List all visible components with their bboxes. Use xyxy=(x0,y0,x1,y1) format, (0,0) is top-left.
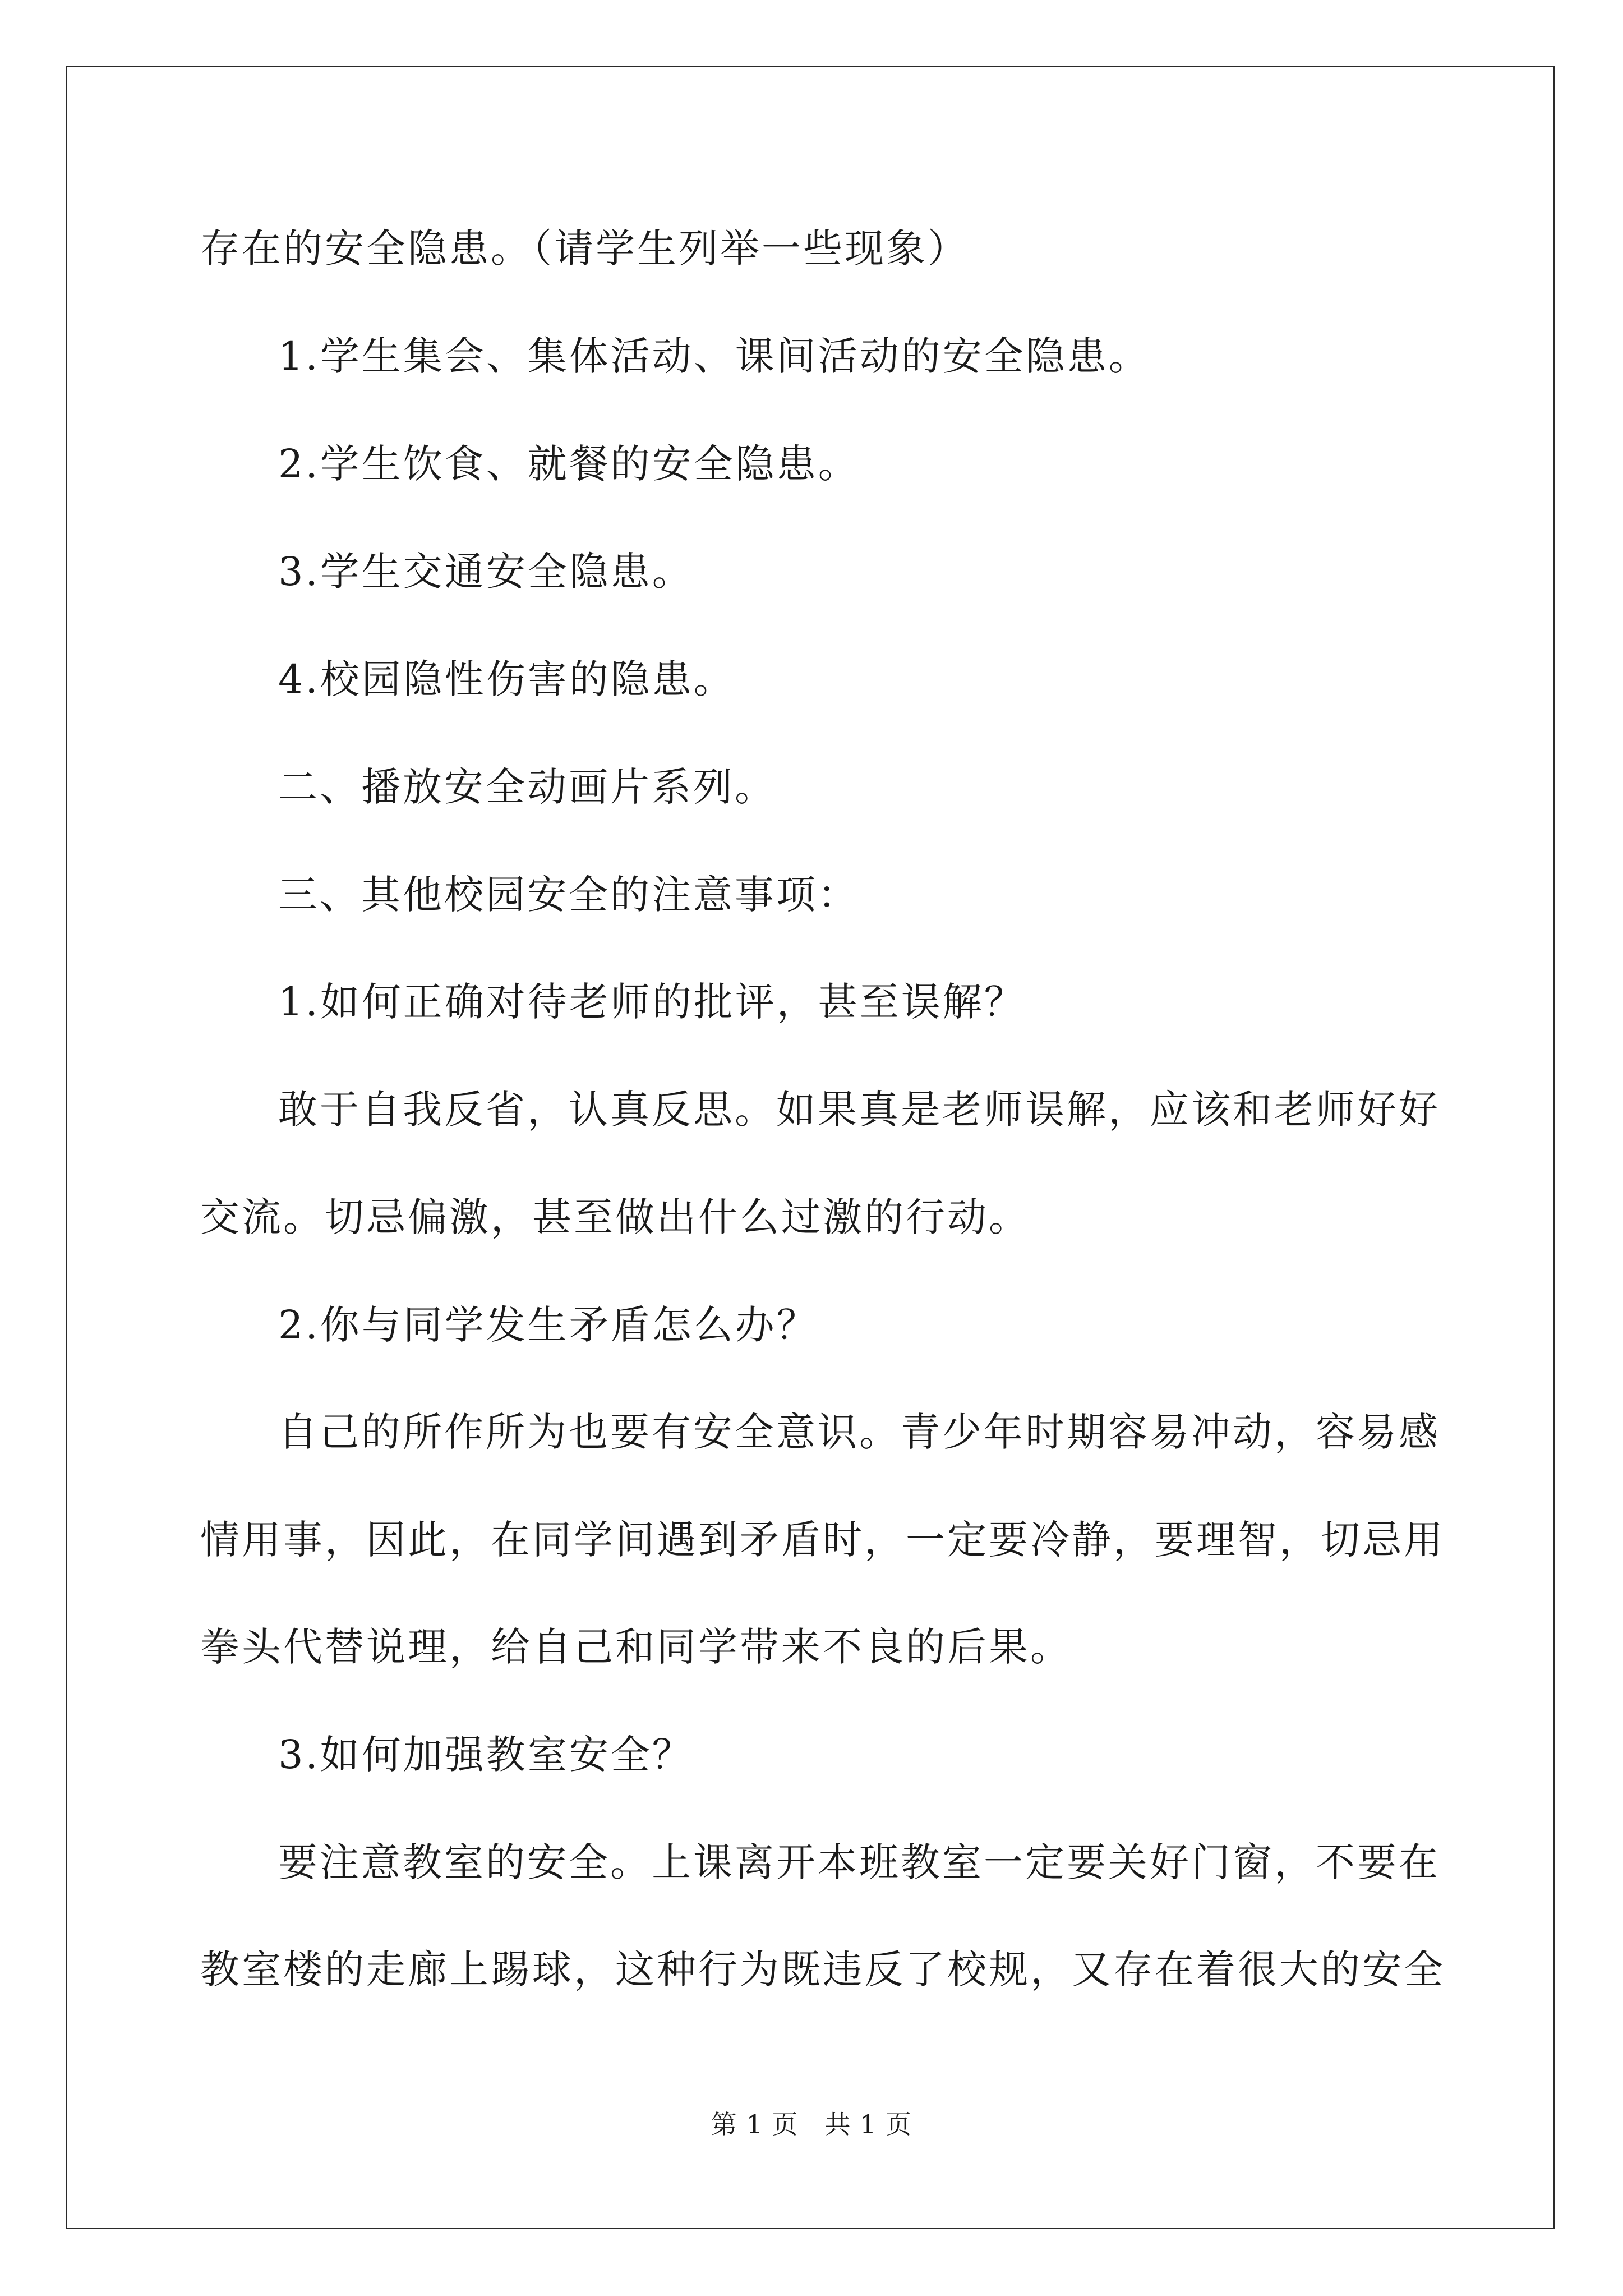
text-line: 交流。切忌偏激，甚至做出什么过激的行动。 xyxy=(200,1194,1030,1240)
text-line: 2.你与同学发生矛盾怎么办？ xyxy=(278,1302,818,1348)
text-line: 要注意教室的安全。上课离开本班教室一定要关好门窗，不要在 xyxy=(278,1839,1440,1885)
text-line: 1.学生集会、集体活动、课间活动的安全隐患。 xyxy=(278,333,1150,379)
text-line: 2.学生饮食、就餐的安全隐患。 xyxy=(278,441,860,487)
text-line: 三、其他校园安全的注意事项： xyxy=(278,872,859,918)
text-line: 1.如何正确对待老师的批评，甚至误解？ xyxy=(278,979,1026,1025)
text-line: 4.校园隐性伤害的隐患。 xyxy=(278,656,735,702)
page-border xyxy=(66,66,1555,2229)
text-line: 3.如何加强教室安全？ xyxy=(278,1732,694,1778)
text-line: 敢于自我反省，认真反思。如果真是老师误解，应该和老师好好 xyxy=(278,1087,1440,1133)
text-line: 二、播放安全动画片系列。 xyxy=(278,764,776,810)
text-line: 3.学生交通安全隐患。 xyxy=(278,549,694,595)
text-line: 情用事，因此，在同学间遇到矛盾时，一定要冷静，要理智，切忌用 xyxy=(200,1517,1445,1563)
page-number-footer: 第 1 页 共 1 页 xyxy=(711,2109,912,2139)
text-line: 拳头代替说理，给自己和同学带来不良的后果。 xyxy=(200,1624,1072,1670)
text-line: 自己的所作所为也要有安全意识。青少年时期容易冲动，容易感 xyxy=(278,1409,1440,1455)
text-line: 存在的安全隐患。（请学生列举一些现象） xyxy=(200,226,969,272)
text-line: 教室楼的走廊上踢球，这种行为既违反了校规，又存在着很大的安全 xyxy=(200,1947,1445,1993)
